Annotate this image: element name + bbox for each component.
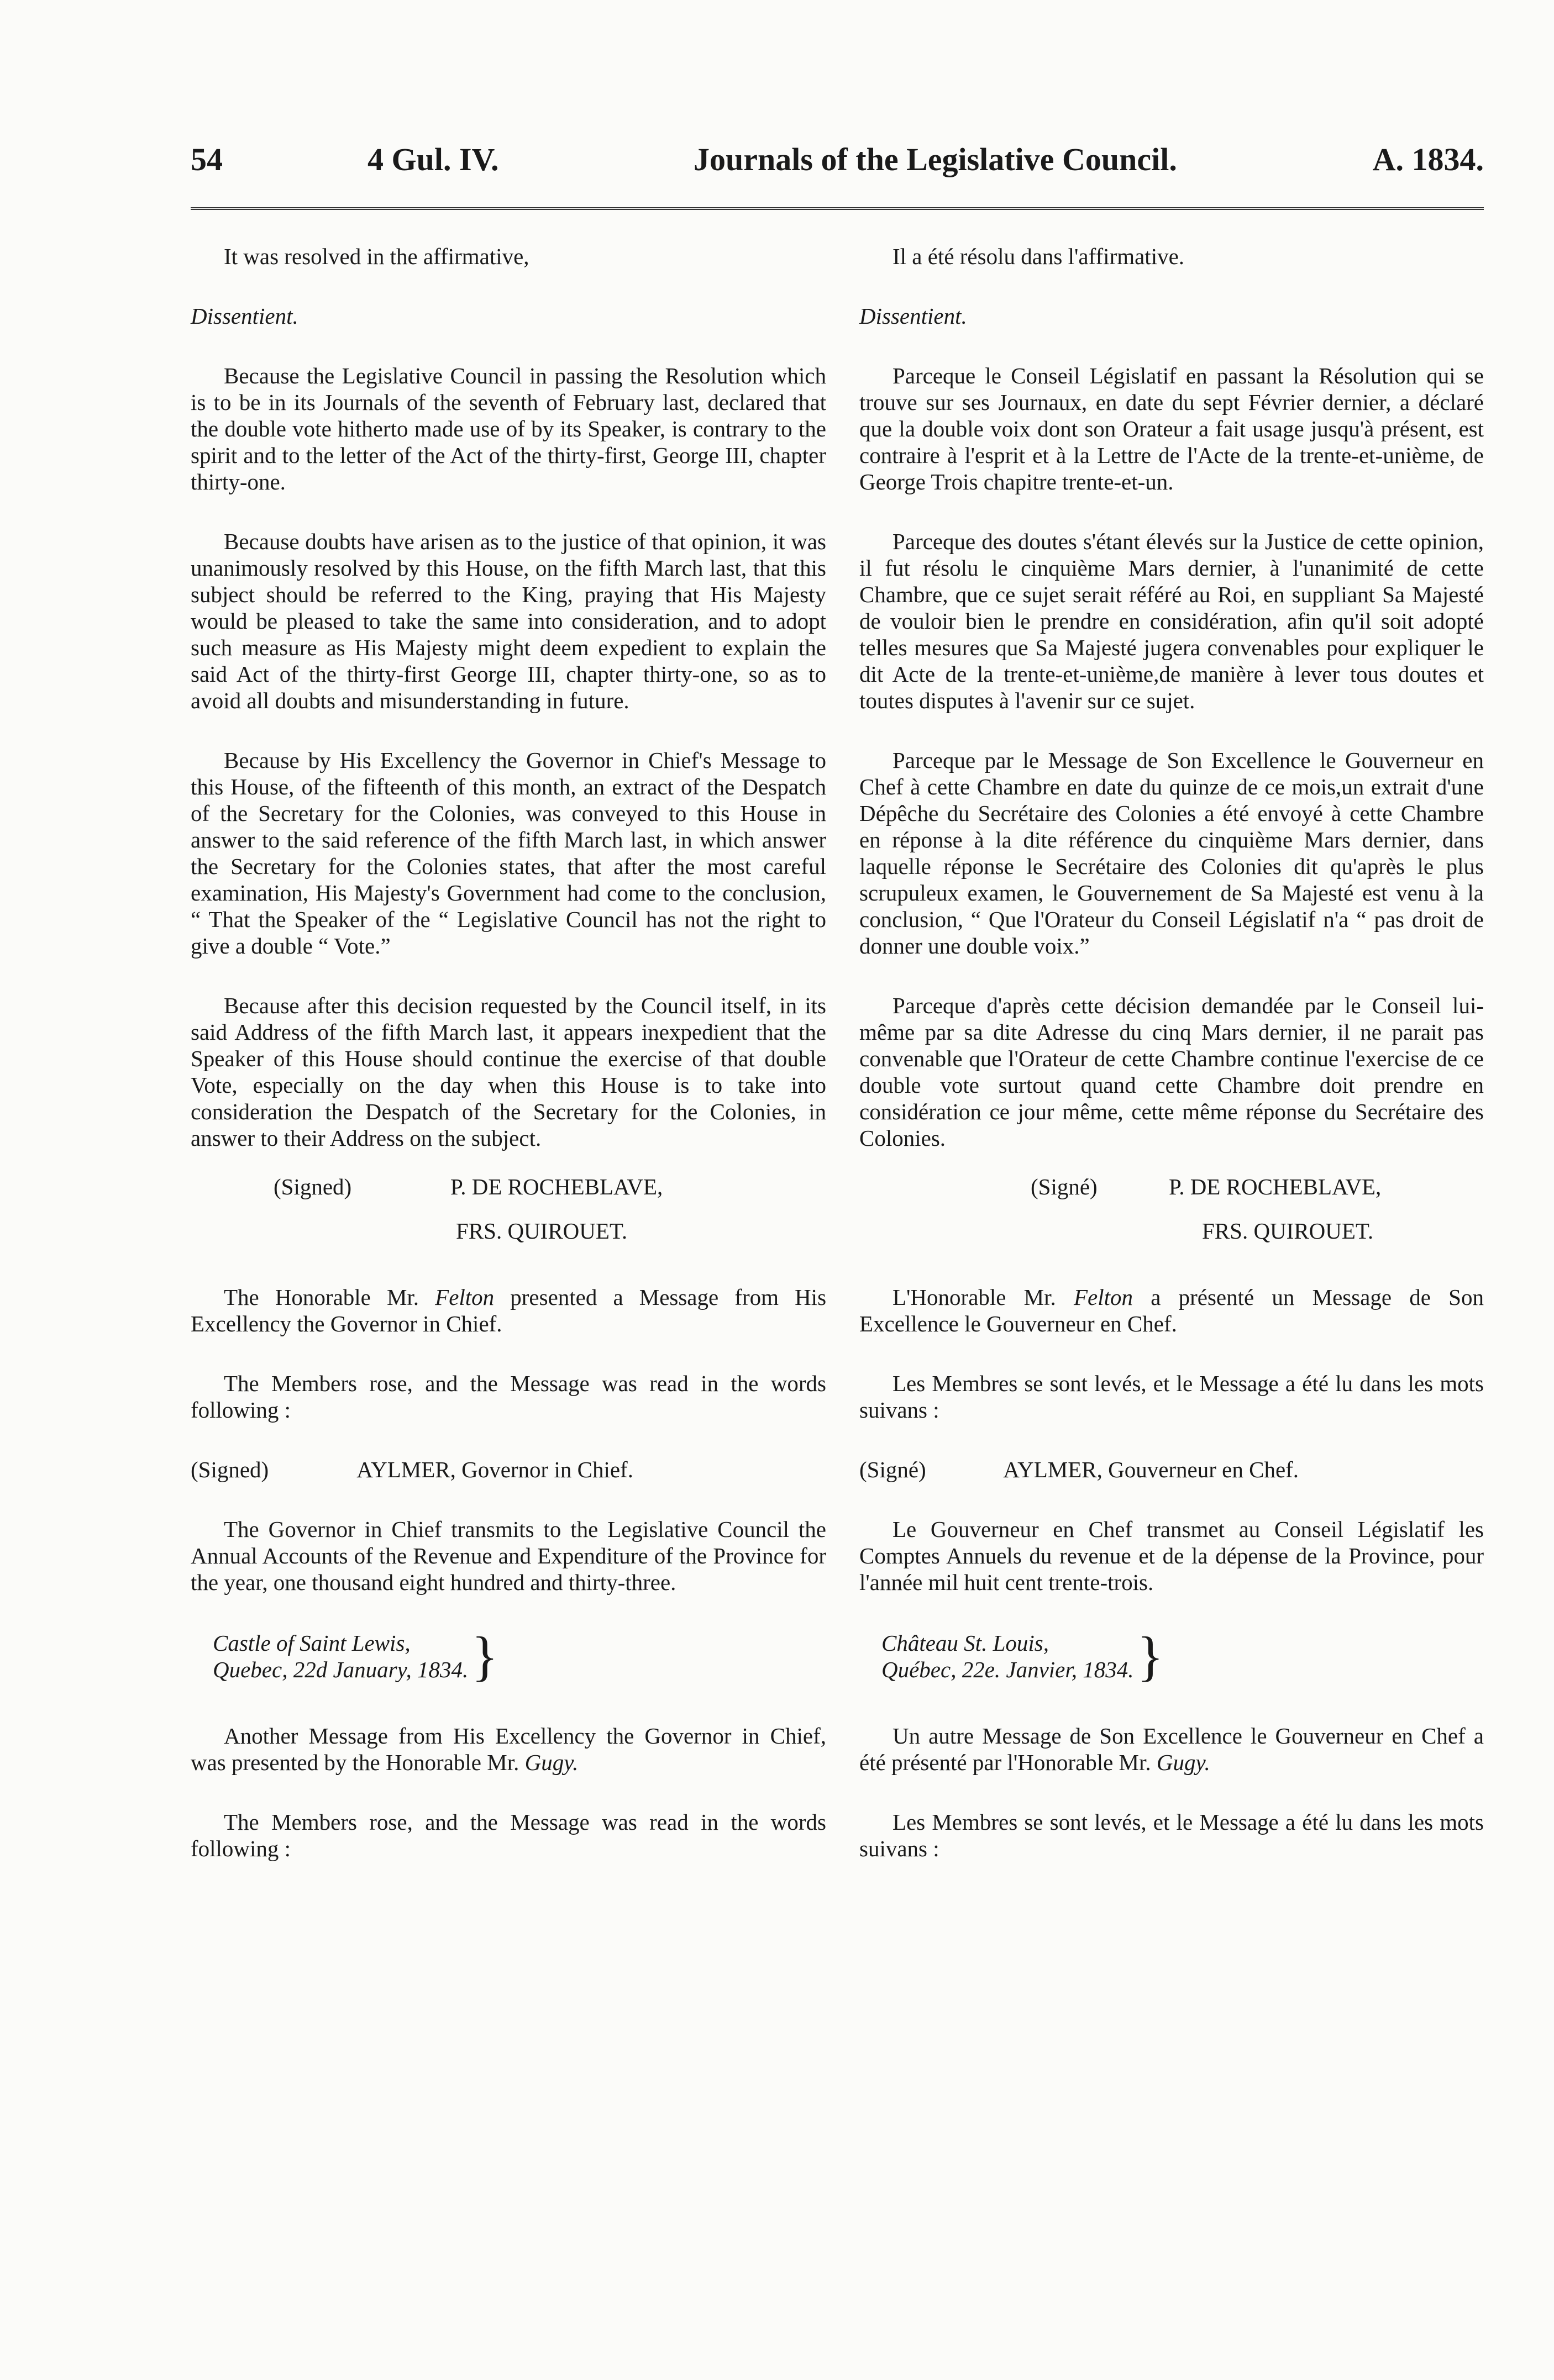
paragraph-1: Because the Legislative Council in passing the Resolution which is to be in its Journals of the seventh of February last, declared that the double vote hitherto made use of by its Speaker, is contrary to the spirit and to the letter of the Act of the thirty-first, George III, chapter thirty-one. xyxy=(191,363,826,494)
felton-name: Felton xyxy=(435,1284,495,1310)
header-rule xyxy=(191,207,1484,210)
date-place: Castle of Saint Lewis, xyxy=(213,1630,411,1656)
signer-rocheblave: P. DE ROCHEBLAVE, xyxy=(450,1174,663,1199)
aylmer-signed-label-fr: (Signé) xyxy=(859,1457,926,1482)
signed-label-fr: (Signé) xyxy=(1031,1174,1098,1199)
paragraph-4: Because after this decision requested by the Council itself, in its said Address of the fifth March last, it appears inexpedient that the Speaker of this House should continue the exercise of that double Vote, especially on the day when this House is to take into consideration the Despatch of the Secretary for the Colonies, in answer to their Address on the subject. xyxy=(191,993,826,1151)
paragraph-3: Because by His Excellency the Governor in Chief's Message to this House, of the fifteenth of this month, an extract of the Despatch of the Secretary for the Colonies, was conveyed to this House in answer to the said reference of the fifth March last, in which answer the Secretary for the Colonies states, that after the most careful examination, His Majesty's Government had come to the conclusion, “ That the Speaker of the “ Legislative Council has not the right to give a double “ Vote.” xyxy=(191,747,826,959)
gugy-name: Gugy. xyxy=(524,1750,579,1775)
brace-icon-fr: } xyxy=(1137,1625,1164,1687)
regnal-year: 4 Gul. IV. xyxy=(368,141,499,177)
paragraph-2: Because doubts have arisen as to the justice of that opinion, it was unanimously resolved by this House, on the fifth March last, that this subject should be referred to the King, praying that His Majesty would be pleased to take the same into consideration, and to adopt such measure as His Majesty might deem expedient to explain the said Act of the thirty-first George III, chapter thirty-one, so as to avoid all doubts and misunderstanding in future. xyxy=(191,529,826,713)
resolved-text-fr: Il a été résolu dans l'affirmative. xyxy=(893,244,1185,269)
transmits-text: The Governor in Chief transmits to the Legislative Council the Annual Accounts of the Revenue and Expenditure of the Province for the year, one thousand eight hundred and thirty-three. xyxy=(191,1517,826,1595)
dissentient-label-fr: Dissentient. xyxy=(859,303,967,329)
french-column xyxy=(859,243,1484,1895)
gugy-name-fr: Gugy. xyxy=(1156,1750,1210,1775)
signer-quirouet: FRS. QUIROUET. xyxy=(456,1218,628,1244)
signature-block xyxy=(191,1173,826,1256)
another-pre-fr: Un autre Message de Son Excellence le Gouverneur en Chef a été présenté par l'Honorable Mr. xyxy=(859,1723,1484,1775)
dissentient-label: Dissentient. xyxy=(191,303,298,329)
another-message-fr xyxy=(859,1723,1484,1776)
aylmer-signed-label: (Signed) xyxy=(191,1457,269,1482)
felton-name-fr: Felton xyxy=(1073,1284,1133,1310)
aylmer-signature xyxy=(191,1456,826,1483)
felton-message-fr xyxy=(859,1284,1484,1337)
members-rose-2-fr: Les Membres se sont levés, et le Message a été lu dans les mots suivans : xyxy=(859,1809,1484,1861)
members-rose-2: The Members rose, and the Message was read in the words following : xyxy=(191,1809,826,1861)
paragraph-3-fr: Parceque par le Message de Son Excellence le Gouverneur en Chef à cette Chambre en date du quinze de ce mois,un extrait d'une Dépêche du Secrétaire des Colonies a été envoyé à cette Chambre en réponse à la dite référence du cinquième Mars dernier, dans laquelle réponse le Secrétaire des Colonies dit qu'après le plus scrupuleux examen, le Gouvernement de Sa Majesté est venu à la conclusion, “ Que l'Orateur du Conseil Législatif n'a “ pas droit de donner une double voix.” xyxy=(859,747,1484,959)
page-header xyxy=(191,141,1484,191)
felton-message xyxy=(191,1284,826,1337)
felton-post: presented a Message from His Excellency the Governor in Chief. xyxy=(191,1284,827,1336)
paragraph-2-fr: Parceque des doutes s'étant élevés sur la Justice de cette opinion, il fut résolu le cinquième Mars dernier, à l'unanimité de cette Chambre, que ce sujet serait référé au Roi, en suppliant Sa Majesté de vouloir bien le prendre en considération, afin qu'il soit adopté telles mesures que Sa Majesté jugera convenables pour expliquer le dit Acte de la trente-et-unième,de manière à lever tous doutes et toutes disputes à l'avenir sur ce sujet. xyxy=(859,529,1484,713)
another-message xyxy=(191,1723,826,1776)
signer-quirouet-fr: FRS. QUIROUET. xyxy=(1202,1218,1374,1244)
members-rose-1-fr: Les Membres se sont levés, et le Message a été lu dans les mots suivans : xyxy=(859,1371,1484,1423)
felton-pre-fr: L'Honorable Mr. xyxy=(893,1284,1056,1310)
signer-rocheblave-fr: P. DE ROCHEBLAVE, xyxy=(1169,1174,1382,1199)
date-place-fr: Château St. Louis, xyxy=(881,1630,1049,1656)
paragraph-1-fr: Parceque le Conseil Législatif en passant la Résolution qui se trouve sur ses Journaux, en date du sept Février dernier, a déclaré que la double voix dont son Orateur a fait usage jusqu'à présent, est contraire à l'esprit et à la Lettre de l'Acte de la trente-et-unième, de George Trois chapitre trente-et-un. xyxy=(859,363,1484,494)
journal-title: Journals of the Legislative Council. xyxy=(694,141,1177,177)
felton-pre: The Honorable Mr. xyxy=(224,1284,419,1310)
felton-post-fr: a présenté un Message de Son Excellence le Gouverneur en Chef. xyxy=(859,1284,1484,1336)
paragraph-4-fr: Parceque d'après cette décision demandée par le Conseil lui-même par sa dite Adresse du cinq Mars dernier, il ne parait pas convenable que l'Orateur de cette Chambre continue l'exercise de ce double vote surtout quand cette Chambre doit prendre en considération ce jour même, cette même réponse du Secrétaire des Colonies. xyxy=(859,993,1484,1151)
members-rose-1: The Members rose, and the Message was read in the words following : xyxy=(191,1371,826,1423)
another-pre: Another Message from His Excellency the Governor in Chief, was presented by the Honorable Mr. xyxy=(191,1723,826,1775)
signed-label: (Signed) xyxy=(274,1174,352,1199)
dateline-fr xyxy=(881,1625,1484,1687)
journal-year: A. 1834. xyxy=(1372,141,1484,177)
english-column xyxy=(191,243,826,1895)
aylmer-name-fr: AYLMER, Gouverneur en Chef. xyxy=(1003,1457,1299,1482)
transmits-text-fr: Le Gouverneur en Chef transmet au Conseil Législatif les Comptes Annuels du revenue et de la dépense de la Province, pour l'année mil huit cent trente-trois. xyxy=(859,1517,1484,1595)
aylmer-name: AYLMER, Governor in Chief. xyxy=(356,1457,633,1482)
brace-icon: } xyxy=(471,1625,498,1687)
resolved-text: It was resolved in the affirmative, xyxy=(224,244,529,269)
date-line-fr: Québec, 22e. Janvier, 1834. xyxy=(881,1657,1134,1682)
signature-block-fr xyxy=(859,1173,1484,1256)
date-line: Quebec, 22d January, 1834. xyxy=(213,1657,469,1682)
aylmer-signature-fr xyxy=(859,1456,1484,1483)
page-number: 54 xyxy=(191,141,223,177)
dateline xyxy=(213,1625,826,1687)
